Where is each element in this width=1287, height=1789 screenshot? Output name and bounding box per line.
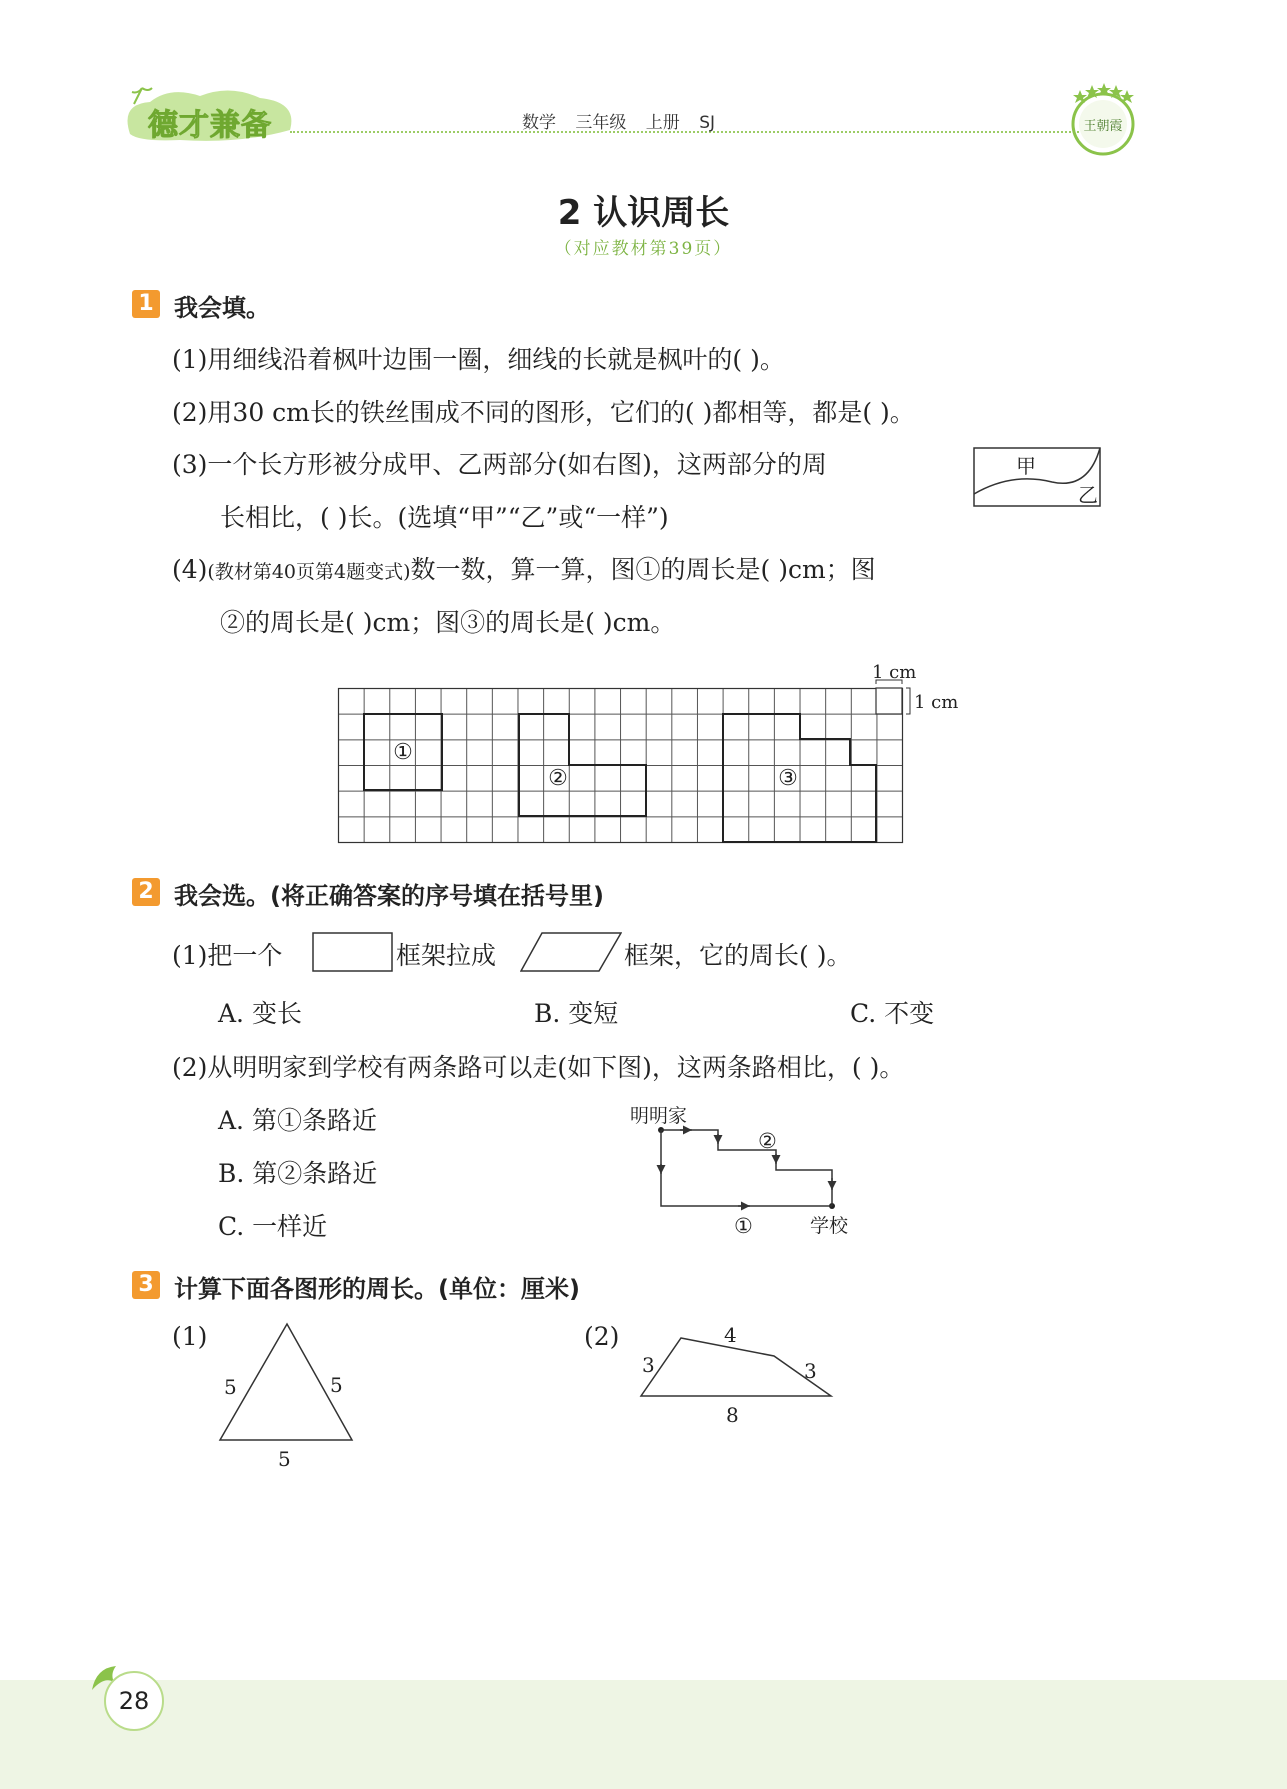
page-number: 28: [104, 1671, 164, 1731]
parallelogram-frame-icon: [520, 932, 622, 972]
map-route-1-label: ①: [734, 1214, 753, 1238]
s2-question-1b: 框架拉成: [396, 941, 497, 970]
s1-question-1: (1)用细线沿着枫叶边围一圈，细线的长就是枫叶的( )。: [172, 345, 785, 374]
unit-square: [876, 688, 902, 714]
s1-question-3-line2: 长相比，( )长。(选填“甲”“乙”或“一样”): [220, 503, 669, 532]
s1-question-2: (2)用30 cm长的铁丝围成不同的图形，它们的( )都相等，都是( )。: [172, 398, 915, 427]
quad-top-side: 4: [724, 1323, 737, 1347]
triangle-figure: [210, 1318, 370, 1474]
split-rectangle-figure: [972, 446, 1102, 508]
s3-figure-2-label: (2): [584, 1322, 620, 1351]
grid-shape-2: [519, 714, 646, 816]
grid-label-1: ①: [393, 740, 413, 765]
section-2-badge: 2: [132, 878, 160, 906]
map-school-label: 学校: [810, 1215, 849, 1237]
grid-shape-3: [723, 714, 876, 842]
s1-question-3-line1: (3)一个长方形被分成甲、乙两部分(如右图)，这两部分的周: [172, 450, 827, 479]
footer-band: [0, 1680, 1287, 1789]
page-title: 2 认识周长: [557, 193, 730, 233]
quad-bottom-side: 8: [726, 1403, 739, 1427]
quadrilateral-figure: [624, 1318, 844, 1430]
grid-label-2: ②: [548, 766, 568, 791]
quad-right-side: 3: [804, 1359, 817, 1383]
section-3-badge: 3: [132, 1271, 160, 1299]
rectangle-frame-icon: [312, 932, 394, 972]
q4-prefix: (4): [172, 555, 208, 584]
s2-q1-option-b: B. 变短: [534, 999, 619, 1028]
section-3-title: 计算下面各图形的周长。(单位：厘米): [174, 1275, 580, 1303]
q4-source-note: (教材第40页第4题变式): [207, 561, 411, 583]
brand-text: 德才兼备: [148, 108, 272, 143]
section-1-badge: 1: [132, 290, 160, 318]
s1-question-4-line1: [172, 550, 876, 586]
q4-text: 数一数，算一算，图①的周长是( )cm；图: [410, 555, 876, 584]
triangle-left-side: 5: [224, 1375, 237, 1399]
s1-question-4-line2: ②的周长是( )cm；图③的周长是( )cm。: [220, 608, 676, 637]
triangle-right-side: 5: [330, 1373, 343, 1397]
figure-label-jia: 甲: [1016, 454, 1036, 478]
map-home-label: 明明家: [630, 1105, 688, 1127]
triangle-bottom-side: 5: [278, 1447, 291, 1471]
quad-left-side: 3: [642, 1353, 655, 1377]
route-map-figure: [620, 1098, 870, 1238]
logo-text: 王朝霞: [1083, 119, 1123, 134]
s2-question-1c: 框架，它的周长( )。: [624, 941, 852, 970]
s2-q2-option-b: B. 第②条路近: [218, 1159, 378, 1188]
s3-figure-1-label: (1): [172, 1322, 208, 1351]
page-subtitle: （对应教材第39页）: [554, 239, 733, 259]
s2-q1-option-c: C. 不变: [850, 999, 935, 1028]
s2-q2-option-a: A. 第①条路近: [218, 1106, 377, 1135]
section-1-title: 我会填。: [174, 294, 270, 322]
map-route-2-label: ②: [758, 1129, 777, 1153]
publisher-logo: [1068, 80, 1138, 162]
perimeter-grid-figure: [336, 656, 976, 846]
grid-label-3: ③: [778, 766, 798, 791]
s2-question-2: (2)从明明家到学校有两条路可以走(如下图)，这两条路相比，( )。: [172, 1053, 905, 1082]
s2-q2-option-c: C. 一样近: [218, 1212, 328, 1241]
s2-q1-option-a: A. 变长: [218, 999, 302, 1028]
section-2-title: 我会选。(将正确答案的序号填在括号里): [174, 882, 604, 910]
header-subject: 数学 三年级 上册 SJ: [522, 113, 716, 133]
unit-label-horizontal: 1 cm: [872, 662, 917, 683]
s2-question-1a: (1)把一个: [172, 941, 283, 970]
figure-label-yi: 乙: [1078, 483, 1098, 507]
unit-label-vertical: 1 cm: [914, 692, 959, 713]
